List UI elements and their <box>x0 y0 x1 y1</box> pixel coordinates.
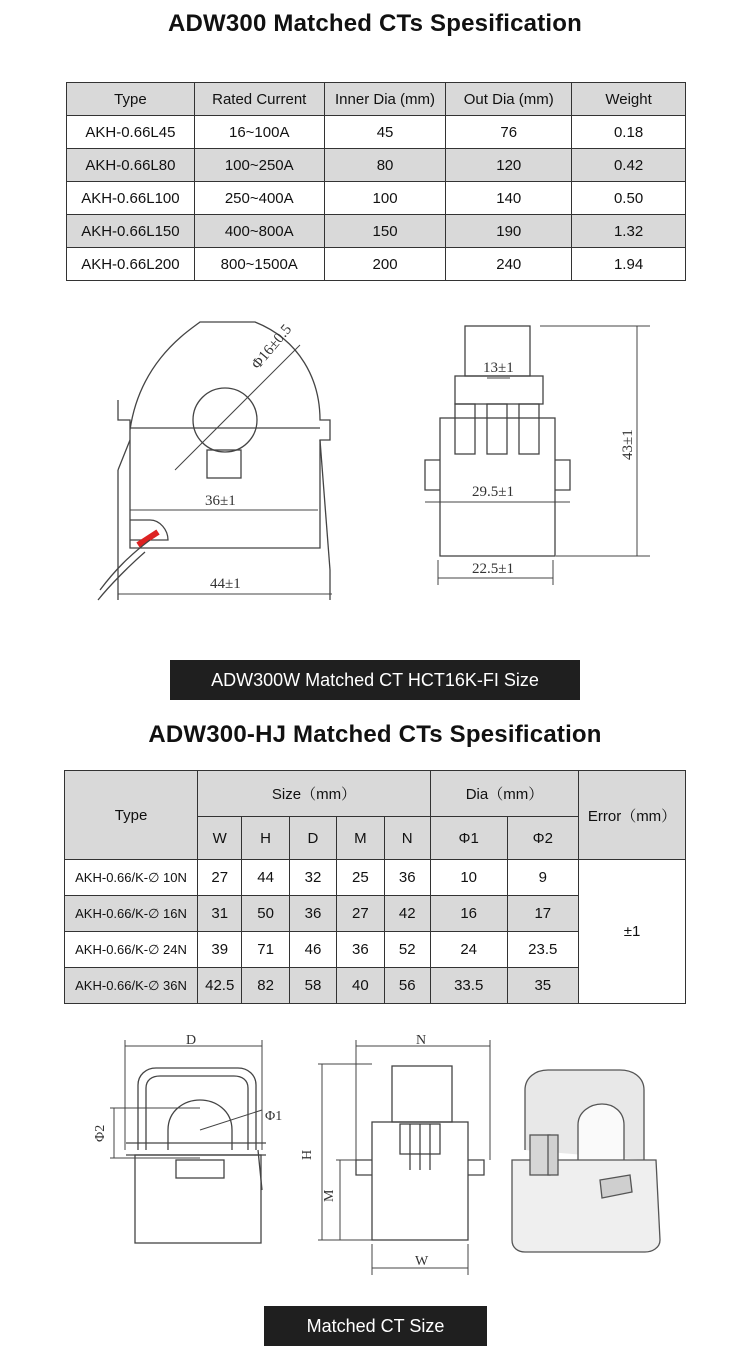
cell: 9 <box>507 860 579 896</box>
header-weight: Weight <box>572 83 686 116</box>
caption-matched-ct: Matched CT Size <box>264 1306 487 1346</box>
cell: 36 <box>337 932 384 968</box>
cell: 36 <box>384 860 430 896</box>
cell: AKH-0.66/K-∅ 24N <box>65 932 198 968</box>
cell: 45 <box>324 116 446 149</box>
cell: 71 <box>242 932 289 968</box>
cell: AKH-0.66/K-∅ 16N <box>65 896 198 932</box>
label-phi1: Φ1 <box>265 1109 283 1124</box>
cell: 76 <box>446 116 572 149</box>
label-phi2: Φ2 <box>93 1124 108 1142</box>
header-dia: Dia（mm） <box>430 771 578 817</box>
header-rated-current: Rated Current <box>194 83 324 116</box>
label-w: W <box>415 1254 429 1269</box>
header-phi2: Φ2 <box>507 817 579 860</box>
cell: 190 <box>446 215 572 248</box>
cell: 150 <box>324 215 446 248</box>
header-n: N <box>384 817 430 860</box>
dim-phi16-label: Φ16±0.5 <box>248 321 296 373</box>
cell: 39 <box>198 932 242 968</box>
cell: 250~400A <box>194 182 324 215</box>
label-h: H <box>300 1149 315 1160</box>
cell: 1.94 <box>572 248 686 281</box>
cell: 25 <box>337 860 384 896</box>
cell: 100~250A <box>194 149 324 182</box>
header-h: H <box>242 817 289 860</box>
dim-29-label: 29.5±1 <box>472 484 514 500</box>
cell: AKH-0.66L45 <box>67 116 195 149</box>
cell: AKH-0.66/K-∅ 10N <box>65 860 198 896</box>
dim-36-label: 36±1 <box>205 493 236 509</box>
cell: 23.5 <box>507 932 579 968</box>
cell: 35 <box>507 968 579 1004</box>
dim-44-label: 44±1 <box>210 576 241 592</box>
ct-side-view-2 <box>318 1040 490 1275</box>
cell: 27 <box>337 896 384 932</box>
cell: 56 <box>384 968 430 1004</box>
cell: 16 <box>430 896 507 932</box>
cell: 100 <box>324 182 446 215</box>
dim-22-label: 22.5±1 <box>472 561 514 577</box>
cell: 58 <box>289 968 336 1004</box>
cell: 10 <box>430 860 507 896</box>
cell: 44 <box>242 860 289 896</box>
cell: 400~800A <box>194 215 324 248</box>
header-w: W <box>198 817 242 860</box>
cell: 240 <box>446 248 572 281</box>
header-phi1: Φ1 <box>430 817 507 860</box>
cell: 0.18 <box>572 116 686 149</box>
cell: 200 <box>324 248 446 281</box>
cell: 140 <box>446 182 572 215</box>
dim-43-label: 43±1 <box>620 429 636 460</box>
cell: 31 <box>198 896 242 932</box>
ct-front-view-2 <box>110 1040 266 1243</box>
error-value: ±1 <box>579 860 686 1004</box>
cell: 36 <box>289 896 336 932</box>
cell: 32 <box>289 860 336 896</box>
caption-hct16k: ADW300W Matched CT HCT16K-FI Size <box>170 660 580 700</box>
cell: 120 <box>446 149 572 182</box>
ct-product-image <box>512 1070 660 1252</box>
cell: 80 <box>324 149 446 182</box>
cell: 24 <box>430 932 507 968</box>
cell: AKH-0.66L150 <box>67 215 195 248</box>
section1-title: ADW300 Matched CTs Spesification <box>167 10 583 37</box>
cell: AKH-0.66L100 <box>67 182 195 215</box>
cell: 17 <box>507 896 579 932</box>
header-size: Size（mm） <box>198 771 431 817</box>
label-n: N <box>416 1033 427 1048</box>
section2-title: ADW300-HJ Matched CTs Spesification <box>148 721 602 748</box>
cell: AKH-0.66/K-∅ 36N <box>65 968 198 1004</box>
cell: 42.5 <box>198 968 242 1004</box>
cell: 40 <box>337 968 384 1004</box>
header-inner-dia: Inner Dia (mm) <box>324 83 446 116</box>
header-m: M <box>337 817 384 860</box>
cell: 52 <box>384 932 430 968</box>
cell: AKH-0.66L80 <box>67 149 195 182</box>
header-d: D <box>289 817 336 860</box>
cell: 1.32 <box>572 215 686 248</box>
header-type: Type <box>65 771 198 860</box>
cell: 0.42 <box>572 149 686 182</box>
cell: AKH-0.66L200 <box>67 248 195 281</box>
header-error: Error（mm） <box>579 771 686 860</box>
label-d: D <box>186 1033 197 1048</box>
header-type: Type <box>67 83 195 116</box>
cell: 42 <box>384 896 430 932</box>
dim-13-label: 13±1 <box>483 360 514 376</box>
cell: 0.50 <box>572 182 686 215</box>
cell: 800~1500A <box>194 248 324 281</box>
cell: 33.5 <box>430 968 507 1004</box>
cell: 82 <box>242 968 289 1004</box>
cell: 27 <box>198 860 242 896</box>
cell: 50 <box>242 896 289 932</box>
cell: 16~100A <box>194 116 324 149</box>
header-out-dia: Out Dia (mm) <box>446 83 572 116</box>
cell: 46 <box>289 932 336 968</box>
label-m: M <box>322 1189 337 1202</box>
